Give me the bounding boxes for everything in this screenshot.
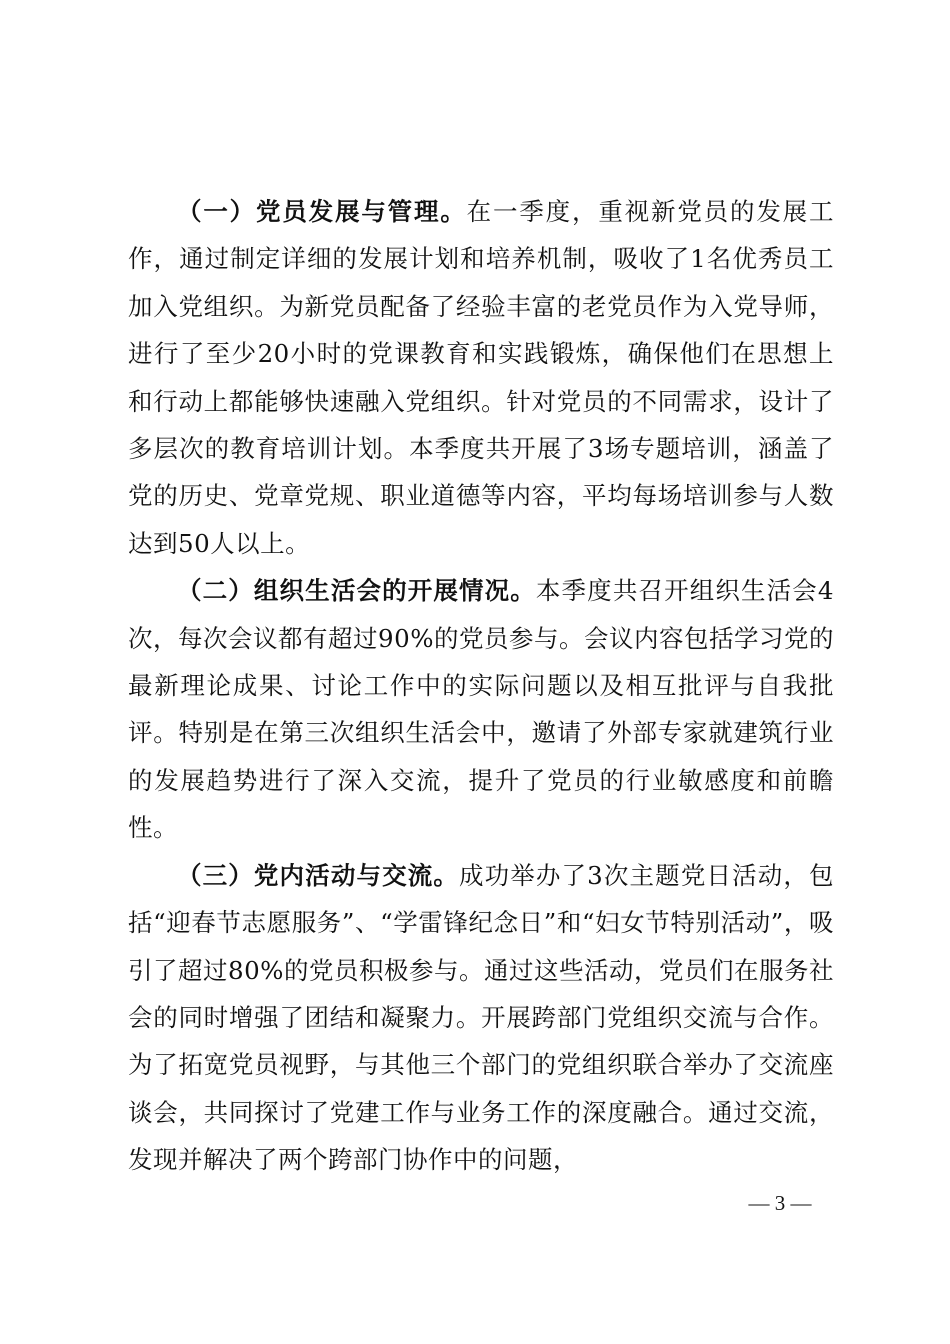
section-body-2: 本季度共召开组织生活会4次，每次会议都有超过90%的党员参与。会议内容包括学习党的最新理论成果、讨论工作中的实际问题以及相互批评与自我批评。特别是在第三次组织生活会中，邀请了外部专家就建筑行业的发展趋势进行了深入交流，提升了党员的行业敏感度和前瞻性。 [128, 576, 834, 843]
section-heading-3: （三）党内活动与交流。 [177, 860, 459, 890]
page-number: — 3 — [748, 1191, 812, 1215]
section-paragraph-1 [128, 188, 834, 567]
section-heading-2: （二）组织生活会的开展情况。 [177, 576, 536, 606]
section-heading-1: （一）党员发展与管理。 [177, 197, 467, 226]
section-body-1: 在一季度，重视新党员的发展工作，通过制定详细的发展计划和培养机制，吸收了1名优秀员工加入党组织。为新党员配备了经验丰富的老党员作为入党导师，进行了至少20小时的党课教育和实践锻炼，确保他们在思想上和行动上都能够快速融入党组织。针对党员的不同需求，设计了多层次的教育培训计划。本季度共开展了3场专题培训，涵盖了党的历史、党章党规、职业道德等内容，平均每场培训参与人数达到50人以上。 [128, 197, 835, 558]
section-paragraph-2 [128, 567, 834, 851]
section-paragraph-3 [128, 852, 834, 1184]
section-body-3: 成功举办了3次主题党日活动，包括“迎春节志愿服务”、“学雷锋纪念日”和“妇女节特别活动”，吸引了超过80%的党员积极参与。通过这些活动，党员们在服务社会的同时增强了团结和凝聚力。开展跨部门党组织交流与合作。为了拓宽党员视野，与其他三个部门的党组织联合举办了交流座谈会，共同探讨了党建工作与业务工作的深度融合。通过交流，发现并解决了两个跨部门协作中的问题， [128, 860, 834, 1175]
document-body [128, 188, 834, 1184]
